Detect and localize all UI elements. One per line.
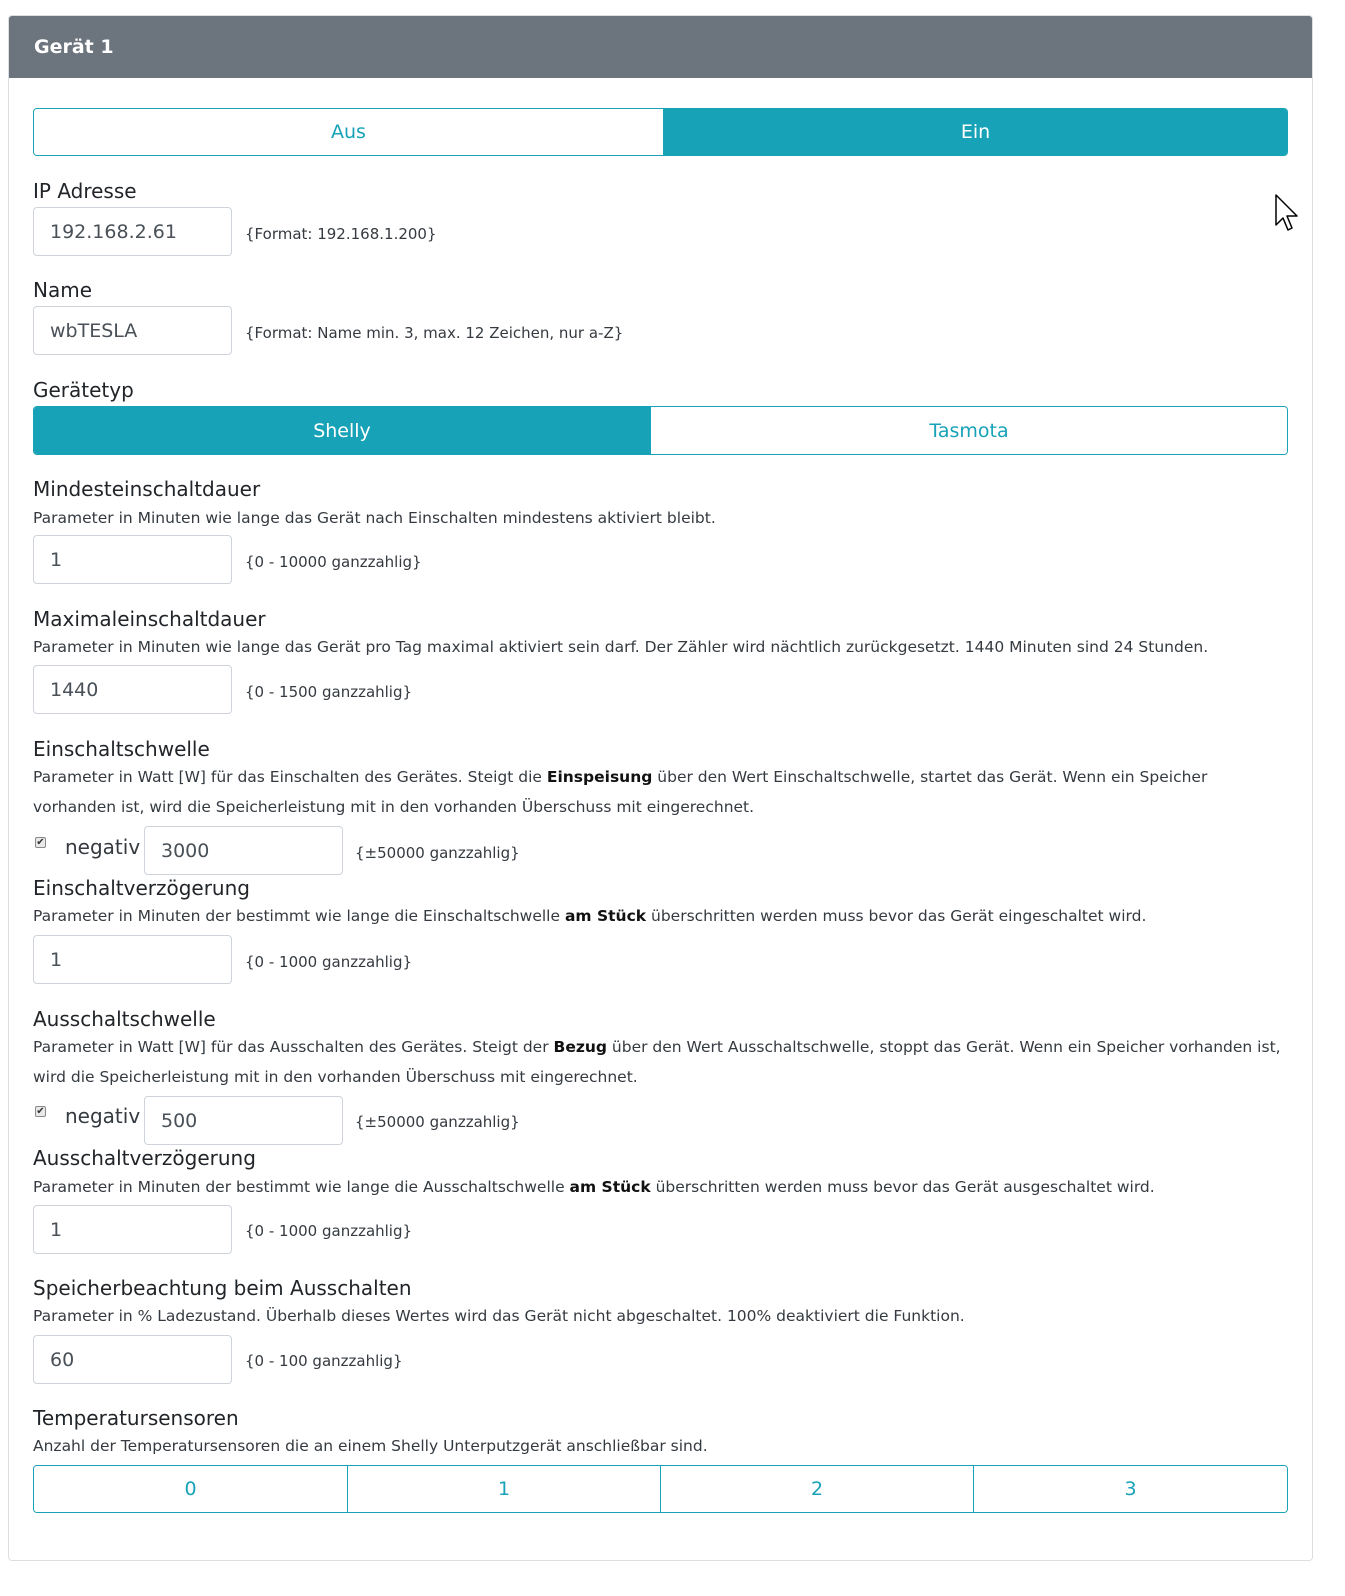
device-type-toggle <box>33 406 1288 455</box>
min-on-input[interactable] <box>33 535 232 584</box>
power-on-button[interactable]: Ein <box>663 109 1287 155</box>
storage-label: Speicherbeachtung beim Ausschalten <box>33 1276 412 1300</box>
min-on-hint: {0 - 10000 ganzzahlig} <box>245 553 422 571</box>
on-threshold-input[interactable] <box>144 826 343 875</box>
device-type-shelly-button[interactable]: Shelly <box>34 407 650 454</box>
on-threshold-label: Einschaltschwelle <box>33 737 210 761</box>
device-type-label: Gerätetyp <box>33 378 134 402</box>
on-threshold-description: Parameter in Watt [W] für das Einschalten des Gerätes. Steigt die Einspeisung über den Wert Einschaltschwelle, startet das Gerät. Wenn ein Speicher vorhanden ist, wird die Speicherleistung mit in den vorhanden Überschuss mit eingerechnet. <box>33 768 1208 816</box>
min-on-label: Mindesteinschaltdauer <box>33 477 261 501</box>
temp-sensors-option-2[interactable]: 2 <box>660 1466 973 1512</box>
off-delay-hint: {0 - 1000 ganzzahlig} <box>245 1222 413 1240</box>
ip-hint: {Format: 192.168.1.200} <box>245 225 437 243</box>
name-label: Name <box>33 278 93 302</box>
on-delay-label: Einschaltverzögerung <box>33 876 250 900</box>
mouse-cursor-icon <box>1274 193 1302 233</box>
power-toggle <box>33 108 1288 156</box>
storage-description: Parameter in % Ladezustand. Überhalb dieses Wertes wird das Gerät nicht abgeschaltet. 100% deaktiviert die Funktion. <box>33 1307 965 1325</box>
on-delay-input[interactable] <box>33 935 232 984</box>
card-title: Gerät 1 <box>34 36 114 58</box>
off-delay-description: Parameter in Minuten der bestimmt wie lange die Ausschaltschwelle am Stück überschritten werden muss bevor das Gerät ausgeschaltet wird. <box>33 1178 1155 1196</box>
off-threshold-negative-checkbox[interactable]: ✔ <box>36 1105 45 1117</box>
min-on-description: Parameter in Minuten wie lange das Gerät nach Einschalten mindestens aktiviert bleibt. <box>33 509 716 527</box>
max-on-description: Parameter in Minuten wie lange das Gerät pro Tag maximal aktiviert sein darf. Der Zähler wird nächtlich zurückgesetzt. 1440 Minuten sind 24 Stunden. <box>33 638 1209 656</box>
name-input[interactable] <box>33 306 232 355</box>
off-threshold-negative-label: negativ <box>65 1104 141 1128</box>
temp-sensors-description: Anzahl der Temperatursensoren die an einem Shelly Unterputzgerät anschließbar sind. <box>33 1437 708 1455</box>
off-delay-label: Ausschaltverzögerung <box>33 1146 256 1170</box>
max-on-hint: {0 - 1500 ganzzahlig} <box>245 683 413 701</box>
off-threshold-hint: {±50000 ganzzahlig} <box>355 1113 520 1131</box>
temp-sensors-toggle <box>33 1465 1288 1513</box>
on-threshold-negative-label: negativ <box>65 835 141 859</box>
temp-sensors-option-0[interactable]: 0 <box>34 1466 347 1512</box>
name-hint: {Format: Name min. 3, max. 12 Zeichen, nur a-Z} <box>245 324 624 342</box>
ip-input[interactable] <box>33 207 232 256</box>
ip-label: IP Adresse <box>33 179 137 203</box>
storage-hint: {0 - 100 ganzzahlig} <box>245 1352 403 1370</box>
temp-sensors-label: Temperatursensoren <box>33 1406 239 1430</box>
temp-sensors-option-1[interactable]: 1 <box>347 1466 660 1512</box>
power-off-button[interactable]: Aus <box>34 109 663 155</box>
off-threshold-description: Parameter in Watt [W] für das Ausschalten des Gerätes. Steigt der Bezug über den Wert Ausschaltschwelle, stoppt das Gerät. Wenn ein Speicher vorhanden ist, wird die Speicherleistung mit in den vorhanden Überschuss mit eingerechnet. <box>33 1038 1281 1086</box>
max-on-label: Maximaleinschaltdauer <box>33 607 266 631</box>
max-on-input[interactable] <box>33 665 232 714</box>
on-threshold-hint: {±50000 ganzzahlig} <box>355 844 520 862</box>
card-header <box>9 16 1312 78</box>
temp-sensors-option-3[interactable]: 3 <box>973 1466 1287 1512</box>
storage-input[interactable] <box>33 1335 232 1384</box>
on-threshold-negative-checkbox[interactable]: ✔ <box>36 836 45 848</box>
on-delay-description: Parameter in Minuten der bestimmt wie lange die Einschaltschwelle am Stück überschritten werden muss bevor das Gerät eingeschaltet wird. <box>33 907 1147 925</box>
device-type-tasmota-button[interactable]: Tasmota <box>650 407 1287 454</box>
off-threshold-input[interactable] <box>144 1096 343 1145</box>
on-delay-hint: {0 - 1000 ganzzahlig} <box>245 953 413 971</box>
off-threshold-label: Ausschaltschwelle <box>33 1007 216 1031</box>
off-delay-input[interactable] <box>33 1205 232 1254</box>
